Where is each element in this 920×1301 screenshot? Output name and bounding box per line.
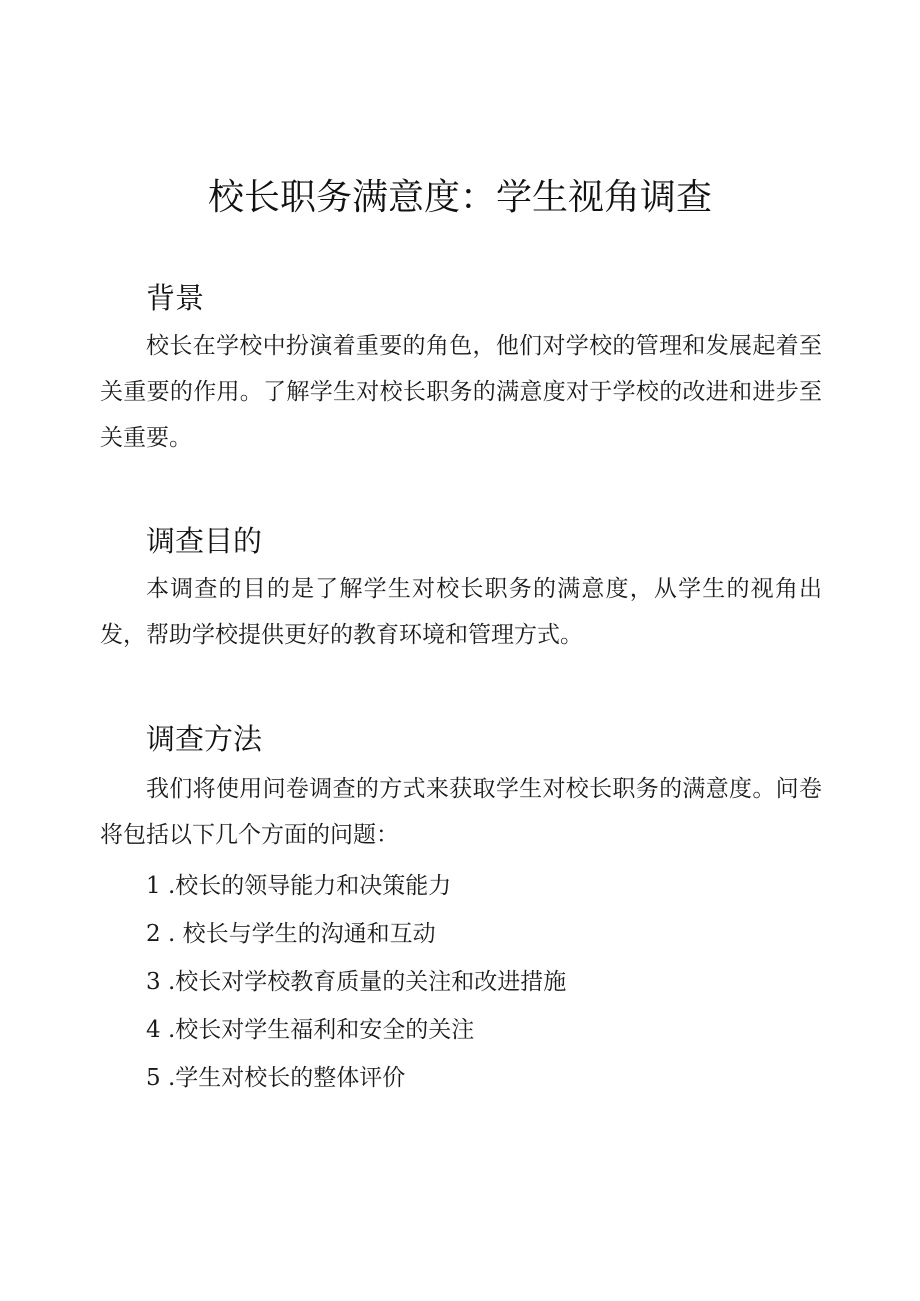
list-item: 3 .校长对学校教育质量的关注和改进措施	[146, 969, 567, 995]
question-list	[146, 862, 566, 1102]
document-title: 校长职务满意度：学生视角调查	[207, 177, 712, 218]
section-heading-background: 背景	[146, 281, 205, 315]
background-paragraph: 校长在学校中扮演着重要的角色，他们对学校的管理和发展起着至关重要的作用。了解学生对校长职务的满意度对于学校的改进和进步至关重要。	[100, 333, 822, 451]
list-item: 2 . 校长与学生的沟通和互动	[146, 921, 436, 947]
list-item: 1 .校长的领导能力和决策能力	[146, 873, 452, 899]
method-paragraph: 我们将使用问卷调查的方式来获取学生对校长职务的满意度。问卷将包括以下几个方面的问题：	[100, 776, 822, 848]
purpose-paragraph: 本调查的目的是了解学生对校长职务的满意度，从学生的视角出发，帮助学校提供更好的教育环境和管理方式。	[100, 576, 822, 648]
list-item: 5 .学生对校长的整体评价	[146, 1065, 406, 1091]
section-heading-purpose: 调查目的	[146, 524, 263, 558]
list-item: 4 .校长对学生福利和安全的关注	[146, 1017, 475, 1043]
section-heading-method: 调查方法	[146, 722, 263, 756]
